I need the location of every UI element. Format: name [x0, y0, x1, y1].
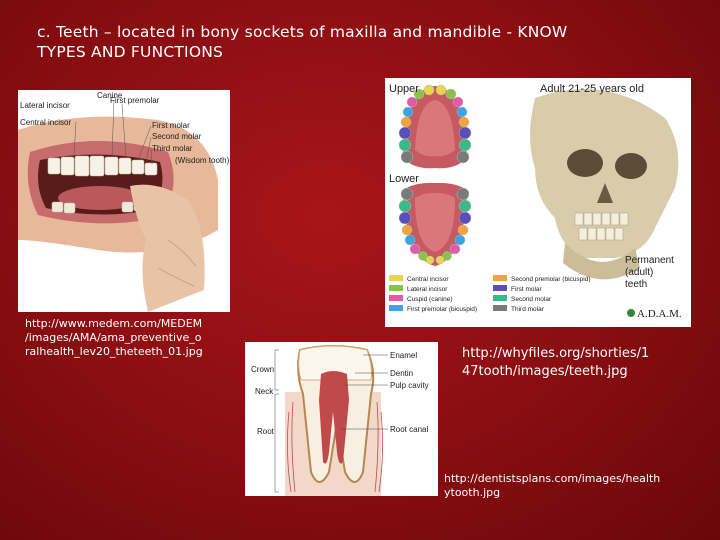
legend-swatch-central-incisor — [389, 275, 403, 281]
upper-arch-label: Upper — [389, 83, 419, 95]
tooth-label-root-canal: Root canal — [390, 425, 429, 434]
legend-swatch-third-molar — [493, 305, 507, 311]
slide-title-line-2: TYPES AND FUNCTIONS — [37, 43, 224, 61]
tooth-caption-line-2: ytooth.jpg — [444, 486, 501, 499]
tooth-label-pulp-cavity: Pulp cavity — [390, 381, 429, 390]
tooth-image-caption — [444, 472, 660, 500]
label-first-premolar: First premolar — [110, 96, 160, 105]
tooth-cross-section-image — [245, 342, 438, 496]
legend-swatch-first-premolar — [389, 305, 403, 311]
age-label: Adult 21-25 years old — [540, 83, 644, 95]
legend-first-premolar: First premolar (bicuspid) — [407, 306, 478, 313]
adam-logo-icon — [627, 309, 635, 317]
adult-teeth-image — [385, 78, 691, 327]
adult-caption-line-2: 47tooth/images/teeth.jpg — [462, 364, 628, 379]
label-third-molar: Third molar — [152, 144, 193, 153]
tooth-label-root: Root — [257, 427, 274, 436]
legend-third-molar: Third molar — [511, 306, 544, 313]
legend-second-premolar: Second premolar (bicuspid) — [511, 276, 591, 283]
legend-swatch-cuspid — [389, 295, 403, 301]
tooth-label-enamel: Enamel — [390, 351, 418, 360]
adam-brand: A.D.A.M. — [637, 308, 682, 320]
label-canine: Canine — [97, 91, 123, 100]
adult-caption-line-1: http://whyfiles.org/shorties/1 — [462, 346, 650, 361]
legend-lateral-incisor: Lateral incisor — [407, 286, 448, 293]
legend-central-incisor: Central incisor — [407, 276, 449, 283]
mouth-teeth-image — [18, 90, 230, 312]
tooth-label-crown: Crown — [251, 365, 275, 374]
slide-title — [37, 22, 677, 62]
legend-swatch-second-premolar — [493, 275, 507, 281]
legend-swatch-lateral-incisor — [389, 285, 403, 291]
label-second-molar: Second molar — [152, 132, 202, 141]
tooth-caption-line-1: http://dentistsplans.com/images/health — [444, 472, 661, 485]
mouth-image-caption — [25, 317, 203, 359]
slide-title-line-1: c. Teeth – located in bony sockets of maxilla and mandible - KNOW — [37, 23, 568, 41]
legend-cuspid: Cuspid (canine) — [407, 296, 453, 303]
mouth-caption-line-3: ralhealth_lev20_theteeth_01.jpg — [25, 345, 203, 358]
permanent-label-line-2: (adult) — [625, 267, 654, 278]
label-wisdom-tooth: (Wisdom tooth) — [175, 156, 230, 165]
legend-swatch-second-molar — [493, 295, 507, 301]
permanent-label-line-3: teeth — [625, 279, 648, 290]
permanent-label-line-1: Permanent — [625, 255, 674, 266]
lower-arch-label: Lower — [389, 173, 419, 185]
tooth-label-dentin: Dentin — [390, 369, 414, 378]
mouth-caption-line-1: http://www.medem.com/MEDEM — [25, 317, 203, 330]
label-first-molar: First molar — [152, 121, 190, 130]
label-central-incisor: Central incisor — [20, 118, 72, 127]
mouth-caption-line-2: /images/AMA/ama_preventive_o — [25, 331, 202, 344]
legend-second-molar: Second molar — [511, 296, 552, 303]
tooth-label-neck: Neck — [255, 387, 274, 396]
label-lateral-incisor: Lateral incisor — [20, 101, 70, 110]
legend-first-molar: First molar — [511, 286, 542, 293]
legend-swatch-first-molar — [493, 285, 507, 291]
adult-image-caption — [462, 345, 649, 381]
